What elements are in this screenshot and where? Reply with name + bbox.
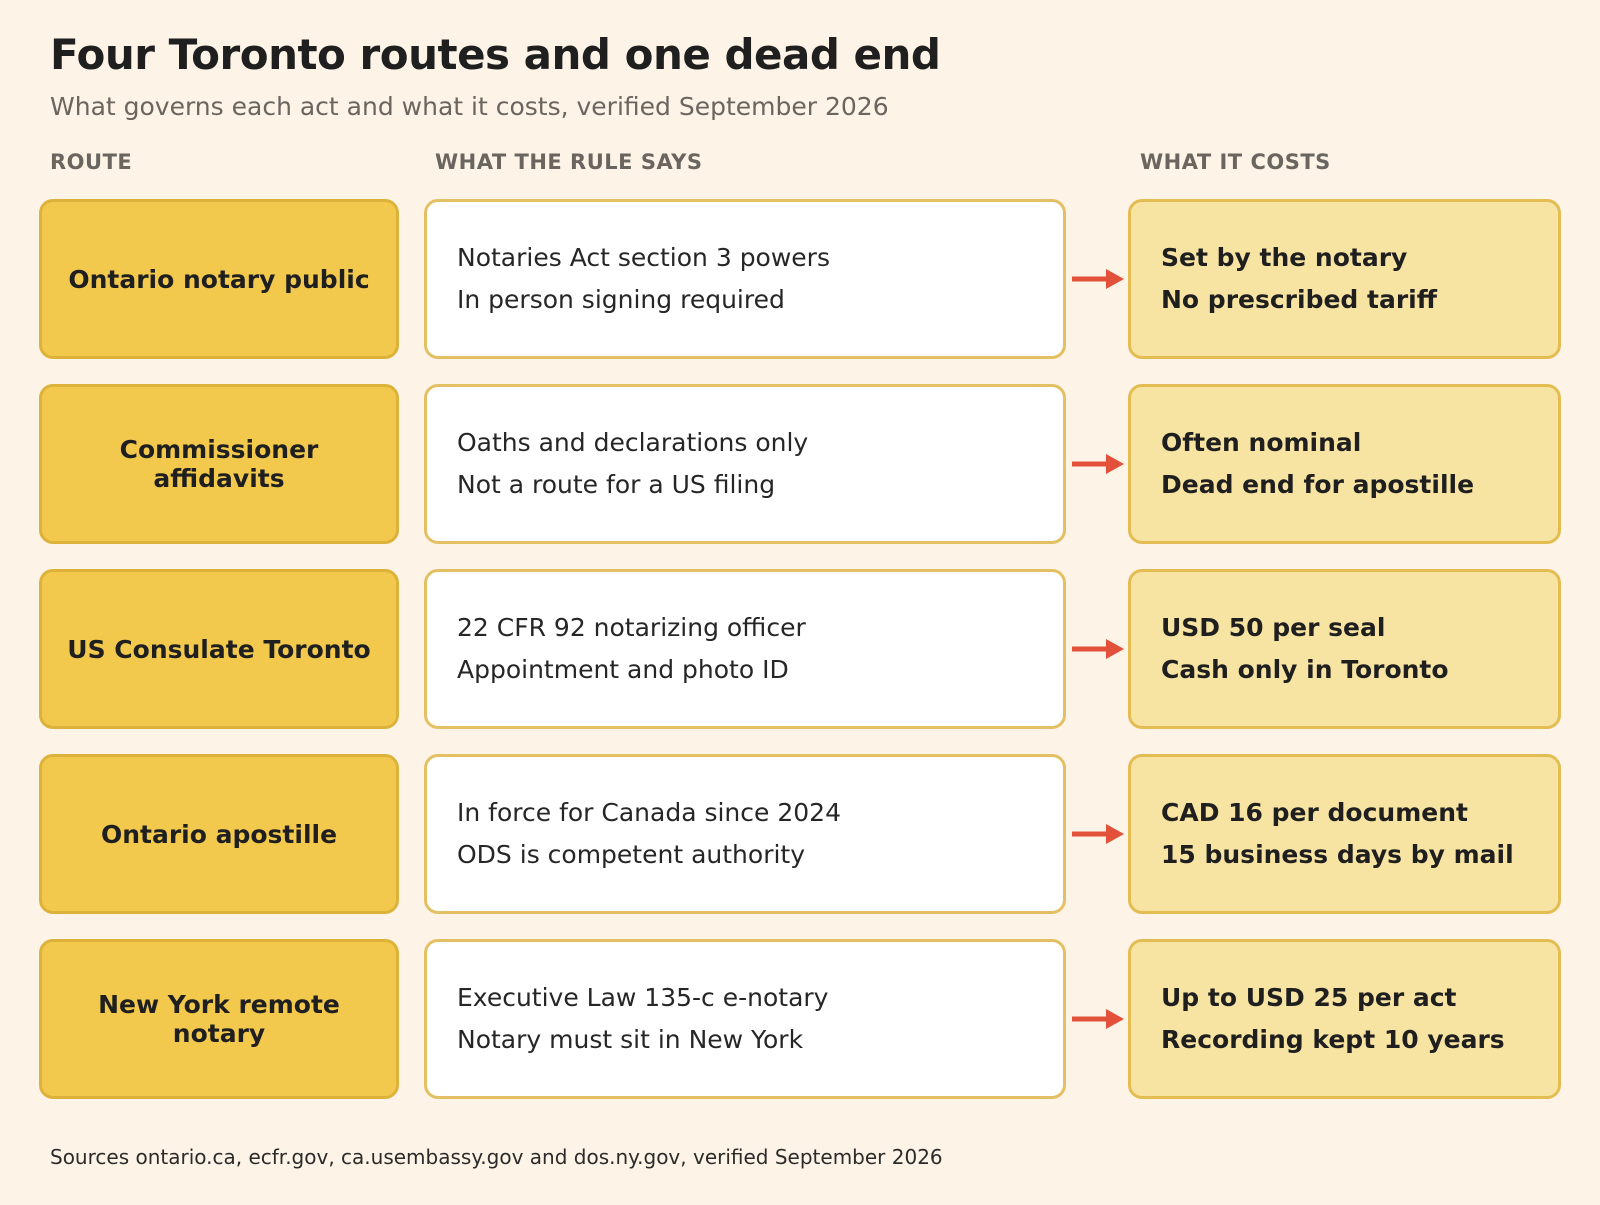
- cost-box: [1128, 569, 1561, 729]
- arrow-right-icon: [1070, 448, 1126, 480]
- route-row-us-consulate: [0, 569, 1600, 729]
- rule-box: [424, 939, 1066, 1099]
- column-header-route: ROUTE: [50, 150, 133, 174]
- cost-line: Dead end for apostille: [1161, 470, 1475, 499]
- rule-line: Oaths and declarations only: [457, 428, 809, 457]
- rule-box: [424, 569, 1066, 729]
- cost-box: [1128, 199, 1561, 359]
- page-subtitle: What governs each act and what it costs, verified September 2026: [50, 92, 889, 121]
- arrow-right-icon: [1070, 263, 1126, 295]
- route-row-ontario-apostille: [0, 754, 1600, 914]
- route-label: Commissioner affidavits: [119, 435, 319, 493]
- route-label: US Consulate Toronto: [67, 634, 371, 664]
- rule-line: ODS is competent authority: [457, 840, 806, 869]
- route-row-ontario-notary: [0, 199, 1600, 359]
- sources-footnote: Sources ontario.ca, ecfr.gov, ca.usembassy.gov and dos.ny.gov, verified September 2026: [50, 1145, 943, 1169]
- rule-line: Notary must sit in New York: [457, 1025, 804, 1054]
- cost-line: Cash only in Toronto: [1161, 655, 1449, 684]
- route-row-new-york-remote: [0, 939, 1600, 1099]
- cost-line: USD 50 per seal: [1161, 613, 1386, 642]
- cost-line: Set by the notary: [1161, 243, 1408, 272]
- cost-line: Recording kept 10 years: [1161, 1025, 1505, 1054]
- route-box: [39, 199, 399, 359]
- rule-line: In force for Canada since 2024: [457, 798, 841, 827]
- rule-line: Executive Law 135-c e-notary: [457, 983, 829, 1012]
- route-box: [39, 569, 399, 729]
- page-title: Four Toronto routes and one dead end: [50, 30, 941, 79]
- rule-line: 22 CFR 92 notarizing officer: [457, 613, 806, 642]
- cost-box: [1128, 754, 1561, 914]
- rule-line: In person signing required: [457, 285, 785, 314]
- route-row-commissioner: [0, 384, 1600, 544]
- arrow-right-icon: [1070, 1003, 1126, 1035]
- cost-box: [1128, 384, 1561, 544]
- cost-line: CAD 16 per document: [1161, 798, 1468, 827]
- cost-line: Up to USD 25 per act: [1161, 983, 1457, 1012]
- rule-box: [424, 384, 1066, 544]
- rule-line: Not a route for a US filing: [457, 470, 776, 499]
- cost-line: No prescribed tariff: [1161, 285, 1438, 314]
- arrow-right-icon: [1070, 633, 1126, 665]
- cost-line: Often nominal: [1161, 428, 1362, 457]
- route-label: Ontario notary public: [68, 264, 370, 294]
- route-box: [39, 384, 399, 544]
- route-label: New York remote notary: [98, 990, 340, 1048]
- cost-box: [1128, 939, 1561, 1099]
- rule-box: [424, 199, 1066, 359]
- route-box: [39, 939, 399, 1099]
- rule-line: Notaries Act section 3 powers: [457, 243, 830, 272]
- route-label: Ontario apostille: [100, 819, 338, 849]
- cost-line: 15 business days by mail: [1161, 840, 1514, 869]
- rule-box: [424, 754, 1066, 914]
- arrow-right-icon: [1070, 818, 1126, 850]
- column-header-cost: WHAT IT COSTS: [1140, 150, 1331, 174]
- rule-line: Appointment and photo ID: [457, 655, 789, 684]
- column-header-rule: WHAT THE RULE SAYS: [435, 150, 703, 174]
- route-box: [39, 754, 399, 914]
